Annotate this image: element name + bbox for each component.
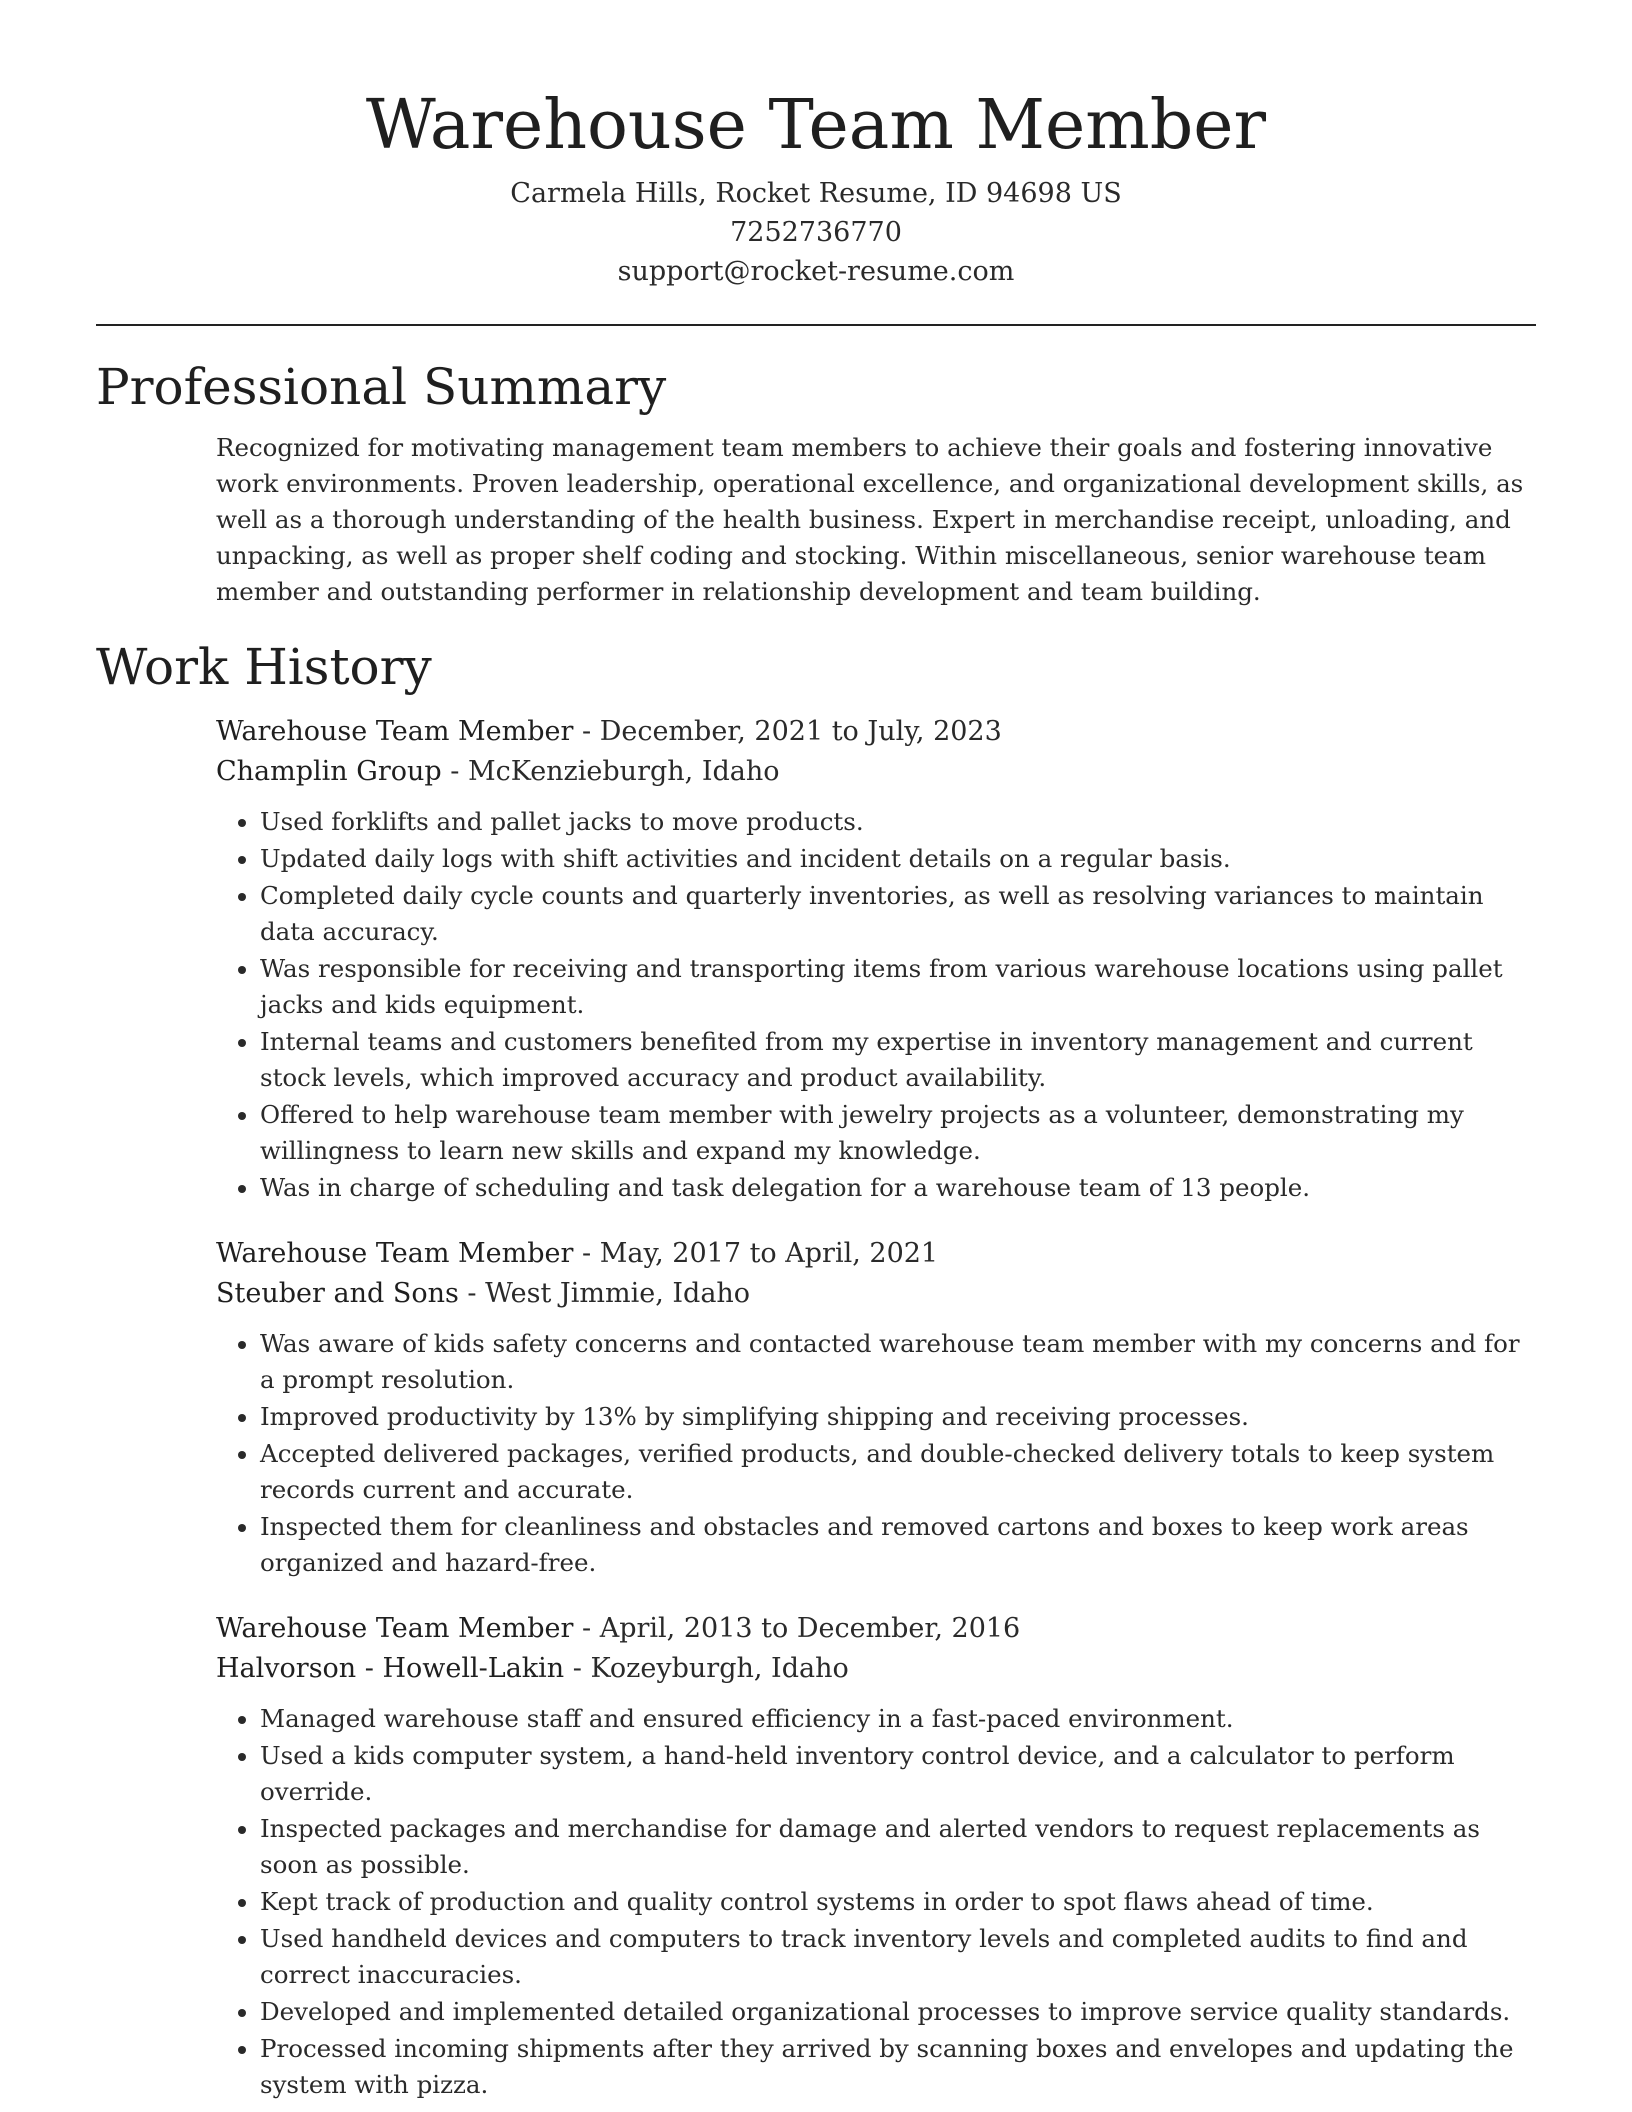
resume-header bbox=[96, 0, 1536, 291]
job-location: - Kozeyburgh, Idaho bbox=[564, 1653, 849, 1684]
job-bullet-list bbox=[216, 1326, 1536, 1581]
summary-text: Recognized for motivating management team members to achieve their goals and fostering innovative work environments. Proven leadership, operational excellence, and organizational development skills, as well as a thorough understanding of the health business. Expert in merchandise receipt, unloading, and unpacking, as well as proper shelf coding and stocking. Within miscellaneous, senior warehouse team member and outstanding performer in relationship development and team building. bbox=[216, 433, 1524, 606]
job-bullet: • Processed incoming shipments after they arrived by scanning boxes and envelopes and updating the system with pizza. bbox=[260, 2031, 1536, 2103]
job-bullet: • Was responsible for receiving and transporting items from various warehouse locations using pallet jacks and kids equipment. bbox=[260, 951, 1536, 1023]
job-bullet: • Internal teams and customers benefited from my expertise in inventory management and current stock levels, which improved accuracy and product availability. bbox=[260, 1024, 1536, 1096]
contact-block bbox=[96, 174, 1536, 291]
job-role: Warehouse Team Member bbox=[216, 1238, 574, 1269]
work-history-heading: Work History bbox=[96, 638, 432, 696]
job-bullet: • Was in charge of scheduling and task delegation for a warehouse team of 13 people. bbox=[260, 1170, 1536, 1206]
header-divider bbox=[96, 324, 1536, 326]
job-bullet: • Inspected packages and merchandise for damage and alerted vendors to request replacements as soon as possible. bbox=[260, 1811, 1536, 1883]
job-bullet: • Accepted delivered packages, verified products, and double-checked delivery totals to keep system records current and accurate. bbox=[260, 1436, 1536, 1508]
work-history-section bbox=[96, 636, 1536, 2103]
job-role: Warehouse Team Member bbox=[216, 1613, 574, 1644]
job-dates: - April, 2013 to December, 2016 bbox=[573, 1613, 1021, 1644]
job-company: Champlin Group bbox=[216, 756, 442, 787]
job-bullet-list bbox=[216, 1701, 1536, 2103]
job-bullet-list bbox=[216, 804, 1536, 1206]
summary-section bbox=[96, 356, 1536, 610]
job-company-line bbox=[216, 1649, 1536, 1689]
contact-email: support@rocket-resume.com bbox=[617, 256, 1015, 287]
job-entry bbox=[216, 1234, 1536, 1581]
job-bullet: • Inspected them for cleanliness and obstacles and removed cartons and boxes to keep work areas organized and hazard-free. bbox=[260, 1509, 1536, 1581]
job-entry bbox=[216, 712, 1536, 1206]
job-location: - West Jimmie, Idaho bbox=[458, 1278, 751, 1309]
summary-heading: Professional Summary bbox=[96, 358, 667, 416]
contact-phone: 7252736770 bbox=[730, 217, 902, 248]
job-company-line bbox=[216, 1274, 1536, 1314]
job-bullet: • Completed daily cycle counts and quarterly inventories, as well as resolving variances to maintain data accuracy. bbox=[260, 878, 1536, 950]
job-role: Warehouse Team Member bbox=[216, 716, 574, 747]
job-bullet: • Managed warehouse staff and ensured efficiency in a fast-paced environment. bbox=[260, 1701, 1536, 1737]
job-bullet: • Offered to help warehouse team member with jewelry projects as a volunteer, demonstrating my willingness to learn new skills and expand my knowledge. bbox=[260, 1097, 1536, 1169]
job-bullet: • Kept track of production and quality control systems in order to spot flaws ahead of time. bbox=[260, 1884, 1536, 1920]
job-bullet: • Improved productivity by 13% by simplifying shipping and receiving processes. bbox=[260, 1399, 1536, 1435]
job-location: - McKenzieburgh, Idaho bbox=[441, 756, 780, 787]
job-dates: - December, 2021 to July, 2023 bbox=[573, 716, 1002, 747]
job-bullet: • Used a kids computer system, a hand-held inventory control device, and a calculator to perform override. bbox=[260, 1738, 1536, 1810]
resume-name: Warehouse Team Member bbox=[365, 86, 1267, 165]
job-title-line bbox=[216, 712, 1536, 752]
job-bullet: • Developed and implemented detailed organizational processes to improve service quality standards. bbox=[260, 1994, 1536, 2030]
job-title-line bbox=[216, 1234, 1536, 1274]
contact-address: Carmela Hills, Rocket Resume, ID 94698 US bbox=[510, 178, 1122, 209]
job-bullet: • Was aware of kids safety concerns and contacted warehouse team member with my concerns and for a prompt resolution. bbox=[260, 1326, 1536, 1398]
job-bullet: • Used handheld devices and computers to track inventory levels and completed audits to find and correct inaccuracies. bbox=[260, 1921, 1536, 1993]
job-bullet: • Used forklifts and pallet jacks to move products. bbox=[260, 804, 1536, 840]
job-bullet: • Updated daily logs with shift activities and incident details on a regular basis. bbox=[260, 841, 1536, 877]
job-company: Steuber and Sons bbox=[216, 1278, 459, 1309]
job-company-line bbox=[216, 752, 1536, 792]
job-title-line bbox=[216, 1609, 1536, 1649]
job-entry bbox=[216, 1609, 1536, 2103]
job-company: Halvorson - Howell-Lakin bbox=[216, 1653, 565, 1684]
job-dates: - May, 2017 to April, 2021 bbox=[573, 1238, 939, 1269]
